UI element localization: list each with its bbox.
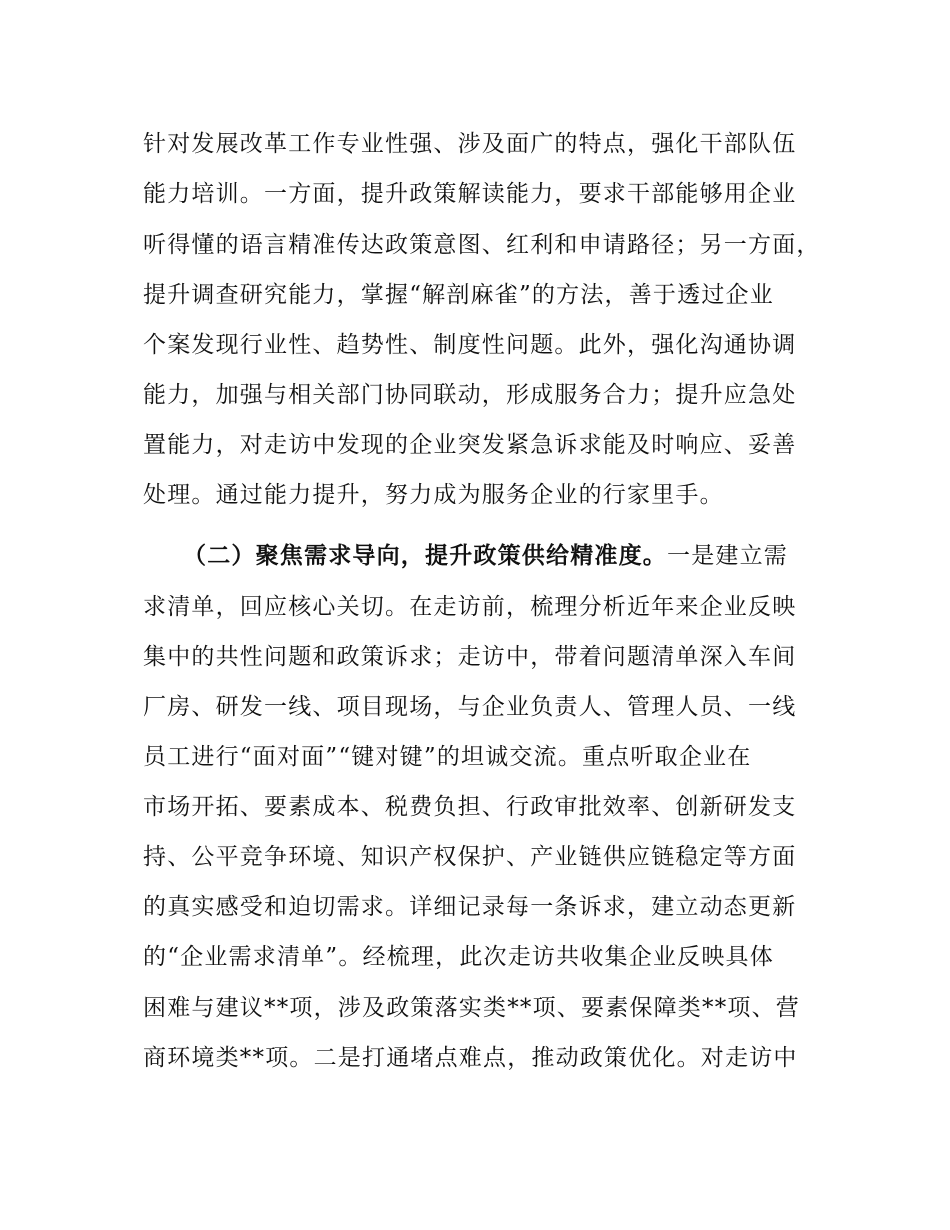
paragraph-2-line: 求清单，回应核心关切。在走访前，梳理分析近年来企业反映: [143, 594, 797, 620]
paragraph-2-line: 厂房、研发一线、项目现场，与企业负责人、管理人员、一线: [143, 694, 797, 720]
paragraph-2-first-line: [183, 541, 788, 571]
paragraph-2-line: 困难与建议**项，涉及政策落实类**项、要素保障类**项、营: [143, 995, 800, 1021]
paragraph-1-line: 置能力，对走访中发现的企业突发紧急诉求能及时响应、妥善: [143, 432, 797, 458]
paragraph-1-line: 个案发现行业性、趋势性、制度性问题。此外，强化沟通协调: [143, 332, 797, 358]
paragraph-1-line: 能力，加强与相关部门协同联动，形成服务合力；提升应急处: [143, 382, 797, 408]
section-heading: （二）聚焦需求导向，提升政策供给精准度。: [183, 543, 667, 569]
paragraph-1-line: 处理。通过能力提升，努力成为服务企业的行家里手。: [143, 482, 724, 508]
paragraph-2-line: 商环境类**项。二是打通堵点难点，推动政策优化。对走访中: [143, 1045, 798, 1071]
paragraph-2-line: 市场开拓、要素成本、税费负担、行政审批效率、创新研发支: [143, 794, 797, 820]
paragraph-1-line: 听得懂的语言精准传达政策意图、红利和申请路径；另一方面，: [143, 232, 821, 258]
paragraph-2-line: 的真实感受和迫切需求。详细记录每一条诉求，建立动态更新: [143, 894, 797, 920]
paragraph-1-line: 提升调查研究能力，掌握“解剖麻雀”的方法，善于透过企业: [143, 282, 774, 308]
paragraph-2-line: 的“企业需求清单”。经梳理，此次走访共收集企业反映具体: [143, 944, 774, 970]
paragraph-1-line: 针对发展改革工作专业性强、涉及面广的特点，强化干部队伍: [143, 131, 797, 157]
paragraph-2-line: 员工进行“面对面”“键对键”的坦诚交流。重点听取企业在: [143, 744, 752, 770]
paragraph-1-line: 能力培训。一方面，提升政策解读能力，要求干部能够用企业: [143, 181, 797, 207]
paragraph-2-line: 集中的共性问题和政策诉求；走访中，带着问题清单深入车间: [143, 644, 797, 670]
heading-continuation: 一是建立需: [667, 543, 788, 569]
paragraph-2-line: 持、公平竞争环境、知识产权保护、产业链供应链稳定等方面: [143, 844, 797, 870]
